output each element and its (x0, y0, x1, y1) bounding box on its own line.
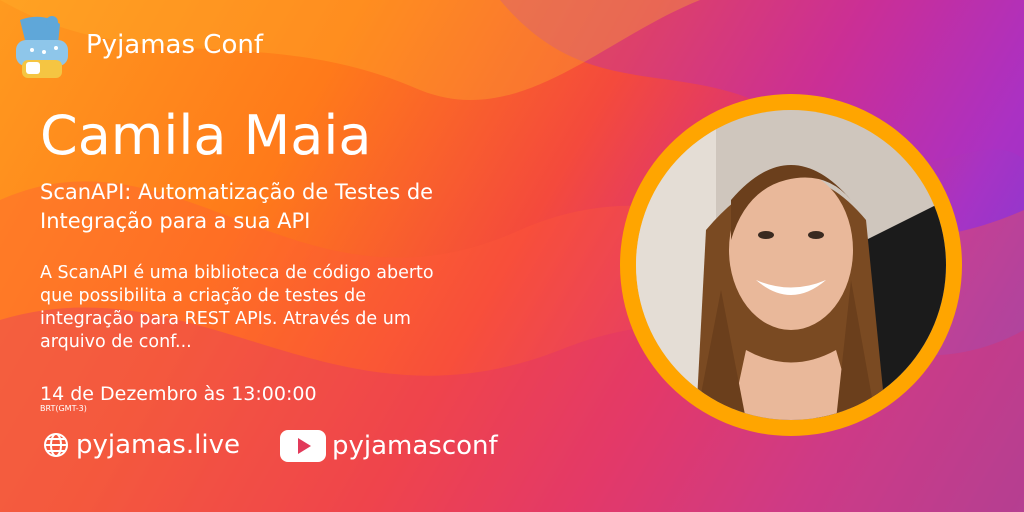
event-timezone: BRT(GMT-3) (40, 404, 87, 413)
website-link[interactable] (42, 430, 240, 460)
pyjamas-logo-icon (12, 14, 72, 82)
youtube-icon (280, 430, 326, 462)
youtube-link[interactable] (280, 430, 498, 462)
talk-description: A ScanAPI é uma biblioteca de código aberto que possibilita a criação de testes de integração para REST APIs. Através de um arquivo de conf... (40, 263, 434, 352)
talk-title: ScanAPI: Automatização de Testes de Integração para a sua API (40, 180, 434, 233)
brand-name: Pyjamas Conf (86, 30, 263, 60)
speaker-photo (636, 110, 946, 420)
speaker-photo-frame (620, 94, 962, 436)
speaker-name: Camila Maia (40, 104, 372, 167)
event-datetime: 14 de Dezembro às 13:00:00 (40, 383, 317, 405)
youtube-label: pyjamasconf (332, 431, 498, 461)
website-label: pyjamas.live (76, 430, 240, 460)
globe-icon (42, 431, 70, 459)
